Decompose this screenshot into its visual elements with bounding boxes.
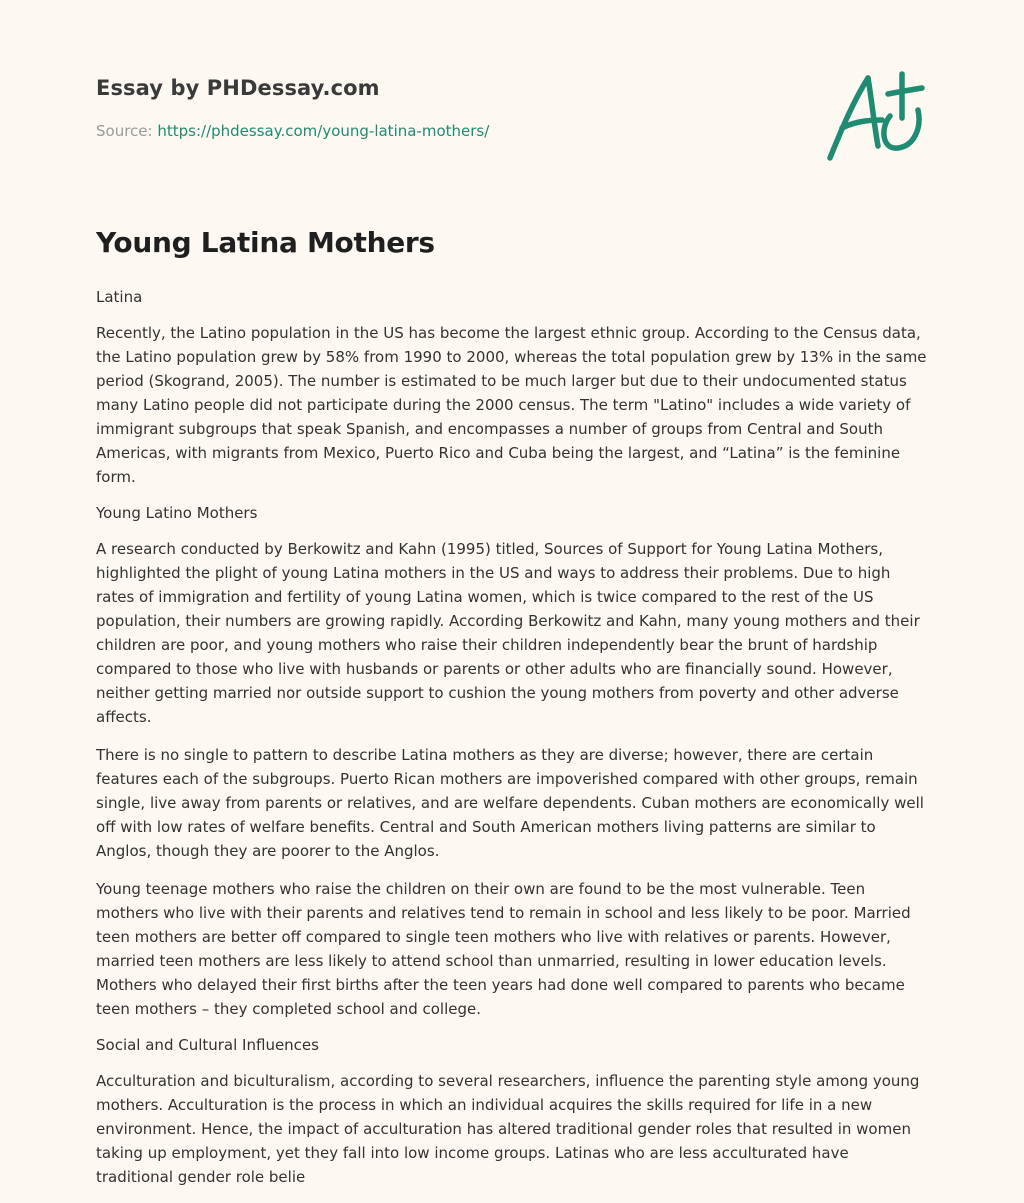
paragraph: Acculturation and biculturalism, according to several researchers, influence the parenting style among young mothers. Acculturation is the process in which an individual acquires the skills required for life in a new environment. Hence, the impact of acculturation has altered traditional gender roles that resulted in women taking up employment, yet they fall into low income groups. Latinas who are less acculturated have traditional gender role belie: [96, 1072, 920, 1186]
essay-body: [96, 226, 930, 1203]
section-heading: Social and Cultural Influences: [96, 1036, 319, 1054]
paragraph: There is no single to pattern to describe Latina mothers as they are diverse; however, there are certain features each of the subgroups. Puerto Rican mothers are impoverished compared with other groups, remain single, live away from parents or relatives, and are welfare dependents. Cuban mothers are economically well off with low rates of welfare benefits. Central and South American mothers living patterns are similar to Anglos, though they are poorer to the Anglos.: [96, 746, 924, 860]
essay-header: [96, 76, 796, 140]
source-line: [96, 122, 796, 140]
section-heading: Young Latino Mothers: [96, 504, 258, 522]
paragraph: A research conducted by Berkowitz and Kahn (1995) titled, Sources of Support for Young Latina Mothers, highlighted the plight of young Latina mothers in the US and ways to address their problems. Due to high rates of immigration and fertility of young Latina women, which is twice compared to the rest of the US population, their numbers are growing rapidly. According Berkowitz and Kahn, many young mothers and their children are poor, and young mothers who raise their children independently bear the brunt of hardship compared to those who live with husbands or parents or other adults who are financially sound. However, neither getting married nor outside support to cushion the young mothers from poverty and other adverse affects.: [96, 540, 920, 726]
a-plus-grade-icon: [820, 66, 930, 166]
source-link[interactable]: https://phdessay.com/young-latina-mothers/: [157, 122, 490, 140]
essay-blocks: [96, 287, 930, 1189]
source-label: Source:: [96, 122, 153, 140]
paragraph: Young teenage mothers who raise the children on their own are found to be the most vulnerable. Teen mothers who live with their parents and relatives tend to remain in school and less likely to be poor. Married teen mothers are better off compared to single teen mothers who live with relatives or parents. However, married teen mothers are less likely to attend school than unmarried, resulting in lower education levels. Mothers who delayed their first births after the teen years had done well compared to parents who became teen mothers – they completed school and college.: [96, 880, 911, 1018]
essay-title: Young Latina Mothers: [96, 226, 435, 259]
paragraph: Recently, the Latino population in the US has become the largest ethnic group. According to the Census data, the Latino population grew by 58% from 1990 to 2000, whereas the total population grew by 13% in the same period (Skogrand, 2005). The number is estimated to be much larger but due to their undocumented status many Latino people did not participate during the 2000 census. The term "Latino" includes a wide variety of immigrant subgroups that speak Spanish, and encompasses a number of groups from Central and South Americas, with migrants from Mexico, Puerto Rico and Cuba being the largest, and “Latina” is the feminine form.: [96, 324, 927, 486]
section-heading: Latina: [96, 288, 143, 306]
brand-title: Essay by PHDessay.com: [96, 76, 380, 100]
